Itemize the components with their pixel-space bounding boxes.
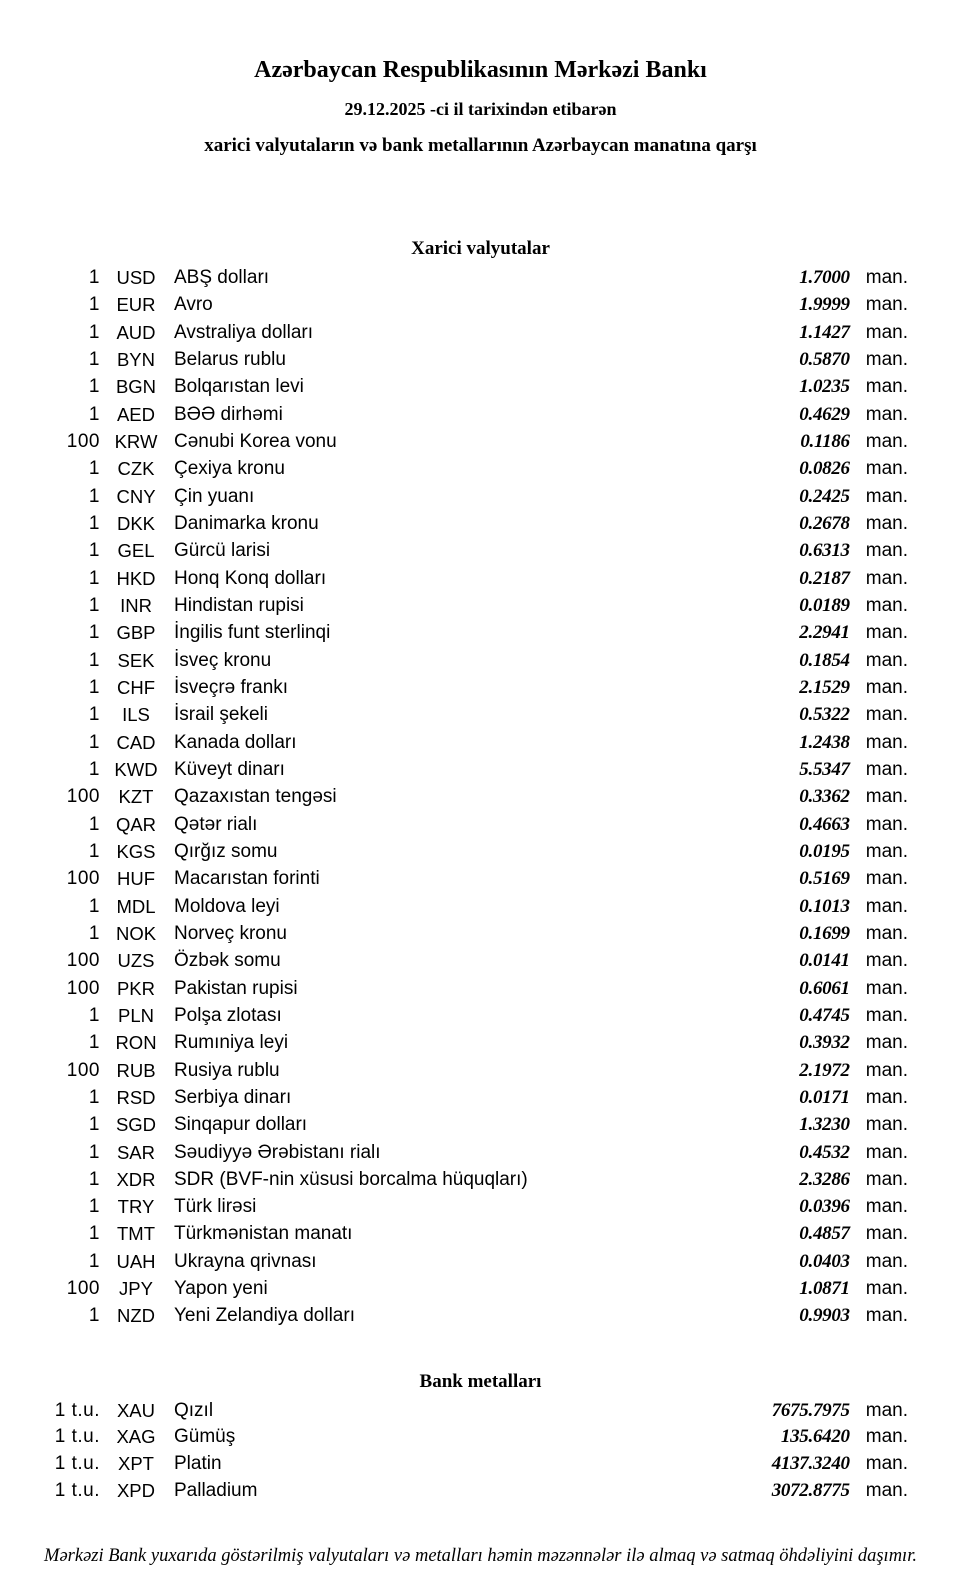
- currency-quantity: 100: [66, 868, 100, 890]
- currency-unit: man.: [865, 731, 908, 753]
- currency-unit: man.: [865, 1223, 908, 1245]
- currency-rate: 0.1854: [799, 649, 850, 671]
- currency-code: CNY: [116, 485, 156, 507]
- currency-rate: 0.2678: [799, 512, 850, 534]
- metal-row: [0, 1451, 961, 1478]
- currency-code: HUF: [116, 868, 156, 890]
- currency-name: Kanada dolları: [174, 731, 297, 753]
- currency-row: [0, 401, 961, 428]
- currency-code: KWD: [114, 758, 158, 780]
- currency-rate: 0.4745: [799, 1004, 850, 1026]
- currency-quantity: 100: [66, 1278, 100, 1300]
- metal-name: Palladium: [174, 1479, 258, 1501]
- currency-quantity: 1: [88, 1196, 100, 1218]
- currency-name: Sinqapur dolları: [174, 1114, 308, 1136]
- currency-code: QAR: [115, 813, 157, 835]
- currency-rate: 1.0871: [799, 1278, 850, 1300]
- currency-name: Yeni Zelandiya dolları: [174, 1305, 355, 1327]
- currency-rate: 0.0189: [799, 594, 850, 616]
- currency-row: [0, 592, 961, 619]
- currency-row: [0, 346, 961, 373]
- currency-name: Danimarka kronu: [174, 512, 319, 534]
- currency-unit: man.: [865, 1278, 908, 1300]
- currency-quantity: 1: [88, 1004, 100, 1026]
- currency-name: Türkmənistan manatı: [174, 1223, 353, 1245]
- currency-row: [0, 373, 961, 400]
- currency-rate: 0.6061: [799, 977, 850, 999]
- currency-unit: man.: [865, 922, 908, 944]
- currency-quantity: 1: [88, 321, 100, 343]
- currency-row: [0, 1193, 961, 1220]
- currency-code: EUR: [116, 294, 156, 316]
- currency-quantity: 1: [88, 1114, 100, 1136]
- currency-code: BYN: [116, 348, 156, 370]
- currency-row: [0, 264, 961, 291]
- currency-unit: man.: [865, 540, 908, 562]
- currency-code: INR: [120, 594, 152, 616]
- currency-code: CAD: [116, 731, 156, 753]
- metal-row: [0, 1424, 961, 1451]
- currency-rate: 1.3230: [799, 1114, 850, 1136]
- currency-name: SDR (BVF-nin xüsusi borcalma hüquqları): [174, 1168, 528, 1190]
- currency-name: BƏƏ dirhəmi: [174, 403, 283, 425]
- currency-code: RUB: [116, 1059, 156, 1081]
- section-title-foreign-currencies: Xarici valyutalar: [411, 238, 550, 259]
- currency-row: [0, 1248, 961, 1275]
- disclaimer-text: Mərkəzi Bank yuxarıda göstərilmiş valyutaları və metalları həmin məzənnələr ilə almaq və satmaq öhdəliyini daşımır.: [44, 1545, 917, 1566]
- currency-unit: man.: [865, 458, 908, 480]
- currency-unit: man.: [865, 376, 908, 398]
- currency-row: [0, 893, 961, 920]
- currency-name: Bolqarıstan levi: [174, 376, 304, 398]
- currency-unit: man.: [865, 977, 908, 999]
- currency-code: PLN: [118, 1004, 154, 1026]
- currency-name: Macarıstan forinti: [174, 868, 320, 890]
- currency-quantity: 1: [88, 704, 100, 726]
- currency-name: Cənubi Korea vonu: [174, 430, 337, 452]
- currency-code: KZT: [118, 786, 154, 808]
- currency-unit: man.: [865, 950, 908, 972]
- currency-code: SEK: [117, 649, 155, 671]
- currency-name: Honq Konq dolları: [174, 567, 327, 589]
- metal-unit: man.: [865, 1426, 908, 1448]
- currency-name: Pakistan rupisi: [174, 977, 298, 999]
- currency-unit: man.: [865, 403, 908, 425]
- currency-quantity: 1: [88, 540, 100, 562]
- currency-rate: 0.5870: [799, 348, 850, 370]
- currency-quantity: 100: [66, 950, 100, 972]
- currency-code: JPY: [119, 1278, 153, 1300]
- metal-quantity: 1 t.u.: [54, 1426, 100, 1448]
- currency-name: Qətər rialı: [174, 813, 258, 835]
- currency-row: [0, 565, 961, 592]
- currency-rate: 2.2941: [799, 622, 850, 644]
- currency-code: XDR: [116, 1168, 156, 1190]
- currency-quantity: 1: [88, 1086, 100, 1108]
- currency-code: UAH: [116, 1250, 156, 1272]
- currency-rate: 0.4857: [799, 1223, 850, 1245]
- currency-unit: man.: [865, 430, 908, 452]
- currency-rate: 1.1427: [799, 321, 850, 343]
- currency-rate: 2.1972: [799, 1059, 850, 1081]
- metal-code: XPT: [118, 1453, 154, 1475]
- currency-quantity: 1: [88, 813, 100, 835]
- currency-code: CHF: [116, 676, 156, 698]
- currency-unit: man.: [865, 1086, 908, 1108]
- currency-quantity: 1: [88, 758, 100, 780]
- currency-row: [0, 1111, 961, 1138]
- currency-name: ABŞ dolları: [174, 267, 270, 288]
- currency-name: Gürcü larisi: [174, 540, 271, 562]
- currency-code: BGN: [115, 376, 157, 398]
- currency-code: NOK: [115, 922, 157, 944]
- currency-row: [0, 537, 961, 564]
- currency-row: [0, 428, 961, 455]
- currency-rate: 0.6313: [799, 540, 850, 562]
- currency-unit: man.: [865, 1032, 908, 1054]
- currency-unit: man.: [865, 1168, 908, 1190]
- currency-quantity: 1: [88, 895, 100, 917]
- currency-unit: man.: [865, 1059, 908, 1081]
- currency-name: Hindistan rupisi: [174, 594, 304, 616]
- currency-quantity: 1: [88, 622, 100, 644]
- section-title-bank-metals: Bank metalları: [419, 1370, 542, 1392]
- currency-name: Türk lirəsi: [174, 1196, 257, 1218]
- metal-code: XAU: [116, 1399, 156, 1421]
- currency-quantity: 1: [88, 403, 100, 425]
- currency-name: Küveyt dinarı: [174, 758, 285, 780]
- metal-code: XPD: [116, 1479, 156, 1501]
- currency-quantity: 100: [66, 430, 100, 452]
- metal-rate-list: [0, 1398, 961, 1505]
- currency-row: [0, 483, 961, 510]
- currency-rate: 0.3362: [799, 786, 850, 808]
- currency-code: SAR: [116, 1141, 156, 1163]
- currency-name: Belarus rublu: [174, 348, 286, 370]
- currency-quantity: 1: [88, 567, 100, 589]
- currency-rate: 0.1013: [799, 895, 850, 917]
- currency-unit: man.: [865, 1004, 908, 1026]
- currency-unit: man.: [865, 622, 908, 644]
- currency-row: [0, 1029, 961, 1056]
- currency-rate: 0.3932: [799, 1032, 850, 1054]
- currency-name: Yapon yeni: [174, 1278, 268, 1300]
- currency-row: [0, 1084, 961, 1111]
- currency-name: İsrail şekeli: [174, 704, 268, 726]
- currency-quantity: 1: [88, 267, 100, 288]
- currency-row: [0, 975, 961, 1002]
- metal-unit: man.: [865, 1453, 908, 1475]
- currency-row: [0, 729, 961, 756]
- currency-code: AUD: [116, 321, 156, 343]
- metal-unit: man.: [865, 1479, 908, 1501]
- currency-name: Avstraliya dolları: [174, 321, 314, 343]
- currency-quantity: 1: [88, 676, 100, 698]
- currency-row: [0, 1139, 961, 1166]
- metal-name: Platin: [174, 1453, 222, 1475]
- currency-row: [0, 1057, 961, 1084]
- currency-row: [0, 783, 961, 810]
- currency-code: MDL: [116, 895, 156, 917]
- currency-rate: 0.4532: [799, 1141, 850, 1163]
- currency-rate: 1.0235: [799, 376, 850, 398]
- currency-name: Çin yuanı: [174, 485, 255, 507]
- currency-quantity: 1: [88, 922, 100, 944]
- currency-name: Rusiya rublu: [174, 1059, 280, 1081]
- page-subtitle: xarici valyutaların və bank metallarının Azərbaycan manatına qarşı: [204, 135, 757, 156]
- currency-rate: 0.0403: [799, 1250, 850, 1272]
- metal-quantity: 1 t.u.: [54, 1479, 100, 1501]
- effective-date-line: 29.12.2025 -ci il tarixindən etibarən: [344, 99, 617, 119]
- metal-rate: 3072.8775: [771, 1479, 850, 1501]
- currency-row: [0, 1302, 961, 1329]
- currency-unit: man.: [865, 1305, 908, 1327]
- currency-code: SGD: [115, 1114, 157, 1136]
- currency-unit: man.: [865, 704, 908, 726]
- currency-name: İsveçrə frankı: [174, 676, 289, 698]
- currency-unit: man.: [865, 1141, 908, 1163]
- currency-name: Rumıniya leyi: [174, 1032, 289, 1054]
- currency-quantity: 1: [88, 458, 100, 480]
- currency-code: CZK: [117, 458, 155, 480]
- currency-name: Səudiyyə Ərəbistanı rialı: [174, 1141, 381, 1163]
- currency-name: Ukrayna qrivnası: [174, 1250, 317, 1272]
- metal-name: Gümüş: [174, 1426, 236, 1448]
- currency-rate: 1.2438: [799, 731, 850, 753]
- currency-rate: 1.9999: [799, 294, 850, 316]
- currency-quantity: 1: [88, 485, 100, 507]
- currency-row: [0, 647, 961, 674]
- currency-row: [0, 674, 961, 701]
- currency-row: [0, 1002, 961, 1029]
- currency-rate: 0.4663: [799, 813, 850, 835]
- currency-unit: man.: [865, 840, 908, 862]
- metal-row: [0, 1478, 961, 1505]
- currency-row: [0, 510, 961, 537]
- currency-row: [0, 756, 961, 783]
- currency-rate: 0.0195: [799, 840, 850, 862]
- currency-quantity: 1: [88, 1223, 100, 1245]
- currency-rate: 0.0141: [799, 950, 850, 972]
- currency-quantity: 1: [88, 1141, 100, 1163]
- metal-row: [0, 1398, 961, 1425]
- currency-quantity: 100: [66, 1059, 100, 1081]
- currency-row: [0, 811, 961, 838]
- currency-unit: man.: [865, 758, 908, 780]
- currency-unit: man.: [865, 594, 908, 616]
- currency-quantity: 1: [88, 1168, 100, 1190]
- currency-name: Moldova leyi: [174, 895, 280, 917]
- currency-row: [0, 947, 961, 974]
- currency-code: GEL: [117, 540, 155, 562]
- currency-rate: 0.1186: [800, 430, 850, 452]
- currency-unit: man.: [865, 567, 908, 589]
- currency-name: İsveç kronu: [174, 649, 272, 671]
- currency-unit: man.: [865, 676, 908, 698]
- currency-quantity: 1: [88, 294, 100, 316]
- currency-rate: 0.1699: [799, 922, 850, 944]
- currency-name: İngilis funt sterlinqi: [174, 622, 331, 644]
- currency-unit: man.: [865, 485, 908, 507]
- currency-quantity: 1: [88, 1305, 100, 1327]
- currency-code: RON: [115, 1032, 157, 1054]
- currency-code: KRW: [114, 430, 158, 452]
- currency-name: Serbiya dinarı: [174, 1086, 292, 1108]
- currency-rate: 0.4629: [799, 403, 850, 425]
- metal-rate: 7675.7975: [771, 1399, 850, 1421]
- currency-row: [0, 1166, 961, 1193]
- metal-name: Qızıl: [174, 1399, 214, 1421]
- currency-quantity: 100: [66, 977, 100, 999]
- currency-name: Özbək somu: [174, 950, 281, 972]
- currency-code: GBP: [116, 622, 156, 644]
- currency-quantity: 1: [88, 731, 100, 753]
- currency-unit: man.: [865, 512, 908, 534]
- currency-rate: 0.2187: [799, 567, 850, 589]
- currency-quantity: 1: [88, 348, 100, 370]
- currency-quantity: 1: [88, 840, 100, 862]
- currency-row: [0, 319, 961, 346]
- currency-quantity: 1: [88, 376, 100, 398]
- currency-unit: man.: [865, 321, 908, 343]
- currency-rate: 1.7000: [799, 267, 850, 288]
- currency-unit: man.: [865, 1250, 908, 1272]
- currency-unit: man.: [865, 813, 908, 835]
- currency-code: UZS: [117, 950, 155, 972]
- currency-rate: 2.1529: [799, 676, 850, 698]
- currency-unit: man.: [865, 267, 908, 288]
- currency-rate: 0.9903: [799, 1305, 850, 1327]
- currency-code: NZD: [116, 1305, 156, 1327]
- currency-quantity: 1: [88, 1032, 100, 1054]
- currency-code: HKD: [116, 567, 156, 589]
- currency-code: PKR: [116, 977, 156, 999]
- currency-quantity: 1: [88, 1250, 100, 1272]
- metal-unit: man.: [865, 1399, 908, 1421]
- currency-row: [0, 291, 961, 318]
- currency-quantity: 1: [88, 512, 100, 534]
- currency-unit: man.: [865, 294, 908, 316]
- currency-quantity: 1: [88, 594, 100, 616]
- currency-unit: man.: [865, 649, 908, 671]
- currency-row: [0, 701, 961, 728]
- currency-unit: man.: [865, 1196, 908, 1218]
- currency-name: Qırğız somu: [174, 840, 278, 862]
- currency-rate: 5.5347: [799, 758, 850, 780]
- currency-row: [0, 838, 961, 865]
- currency-rate: 0.0826: [799, 458, 850, 480]
- currency-row: [0, 920, 961, 947]
- currency-name: Çexiya kronu: [174, 458, 285, 480]
- currency-code: AED: [116, 403, 156, 425]
- currency-rate-list: [0, 264, 961, 1330]
- currency-name: Norveç kronu: [174, 922, 287, 944]
- currency-quantity: 100: [66, 786, 100, 808]
- currency-unit: man.: [865, 348, 908, 370]
- currency-unit: man.: [865, 1114, 908, 1136]
- currency-code: USD: [116, 267, 156, 288]
- currency-code: TRY: [117, 1196, 155, 1218]
- currency-rate: 2.3286: [799, 1168, 850, 1190]
- currency-row: [0, 455, 961, 482]
- currency-row: [0, 1275, 961, 1302]
- metal-rate: 4137.3240: [771, 1453, 850, 1475]
- currency-rate: 0.5169: [799, 868, 850, 890]
- currency-code: ILS: [122, 704, 150, 726]
- currency-unit: man.: [865, 868, 908, 890]
- currency-code: RSD: [116, 1086, 156, 1108]
- currency-name: Polşa zlotası: [174, 1004, 282, 1026]
- currency-code: TMT: [116, 1223, 155, 1245]
- currency-quantity: 1: [88, 649, 100, 671]
- currency-code: DKK: [116, 512, 156, 534]
- currency-rate: 0.0396: [799, 1196, 850, 1218]
- currency-rate: 0.5322: [799, 704, 850, 726]
- currency-rate: 0.2425: [799, 485, 850, 507]
- metal-rate: 135.6420: [780, 1426, 850, 1448]
- currency-code: KGS: [116, 840, 156, 862]
- currency-row: [0, 619, 961, 646]
- currency-unit: man.: [865, 895, 908, 917]
- metal-quantity: 1 t.u.: [54, 1399, 100, 1421]
- page-title: Azərbaycan Respublikasının Mərkəzi Bankı: [254, 57, 707, 83]
- currency-row: [0, 865, 961, 892]
- currency-name: Avro: [174, 294, 213, 316]
- currency-rate: 0.0171: [799, 1086, 850, 1108]
- metal-quantity: 1 t.u.: [54, 1453, 100, 1475]
- currency-name: Qazaxıstan tengəsi: [174, 786, 337, 808]
- currency-unit: man.: [865, 786, 908, 808]
- currency-row: [0, 1220, 961, 1247]
- metal-code: XAG: [116, 1426, 156, 1448]
